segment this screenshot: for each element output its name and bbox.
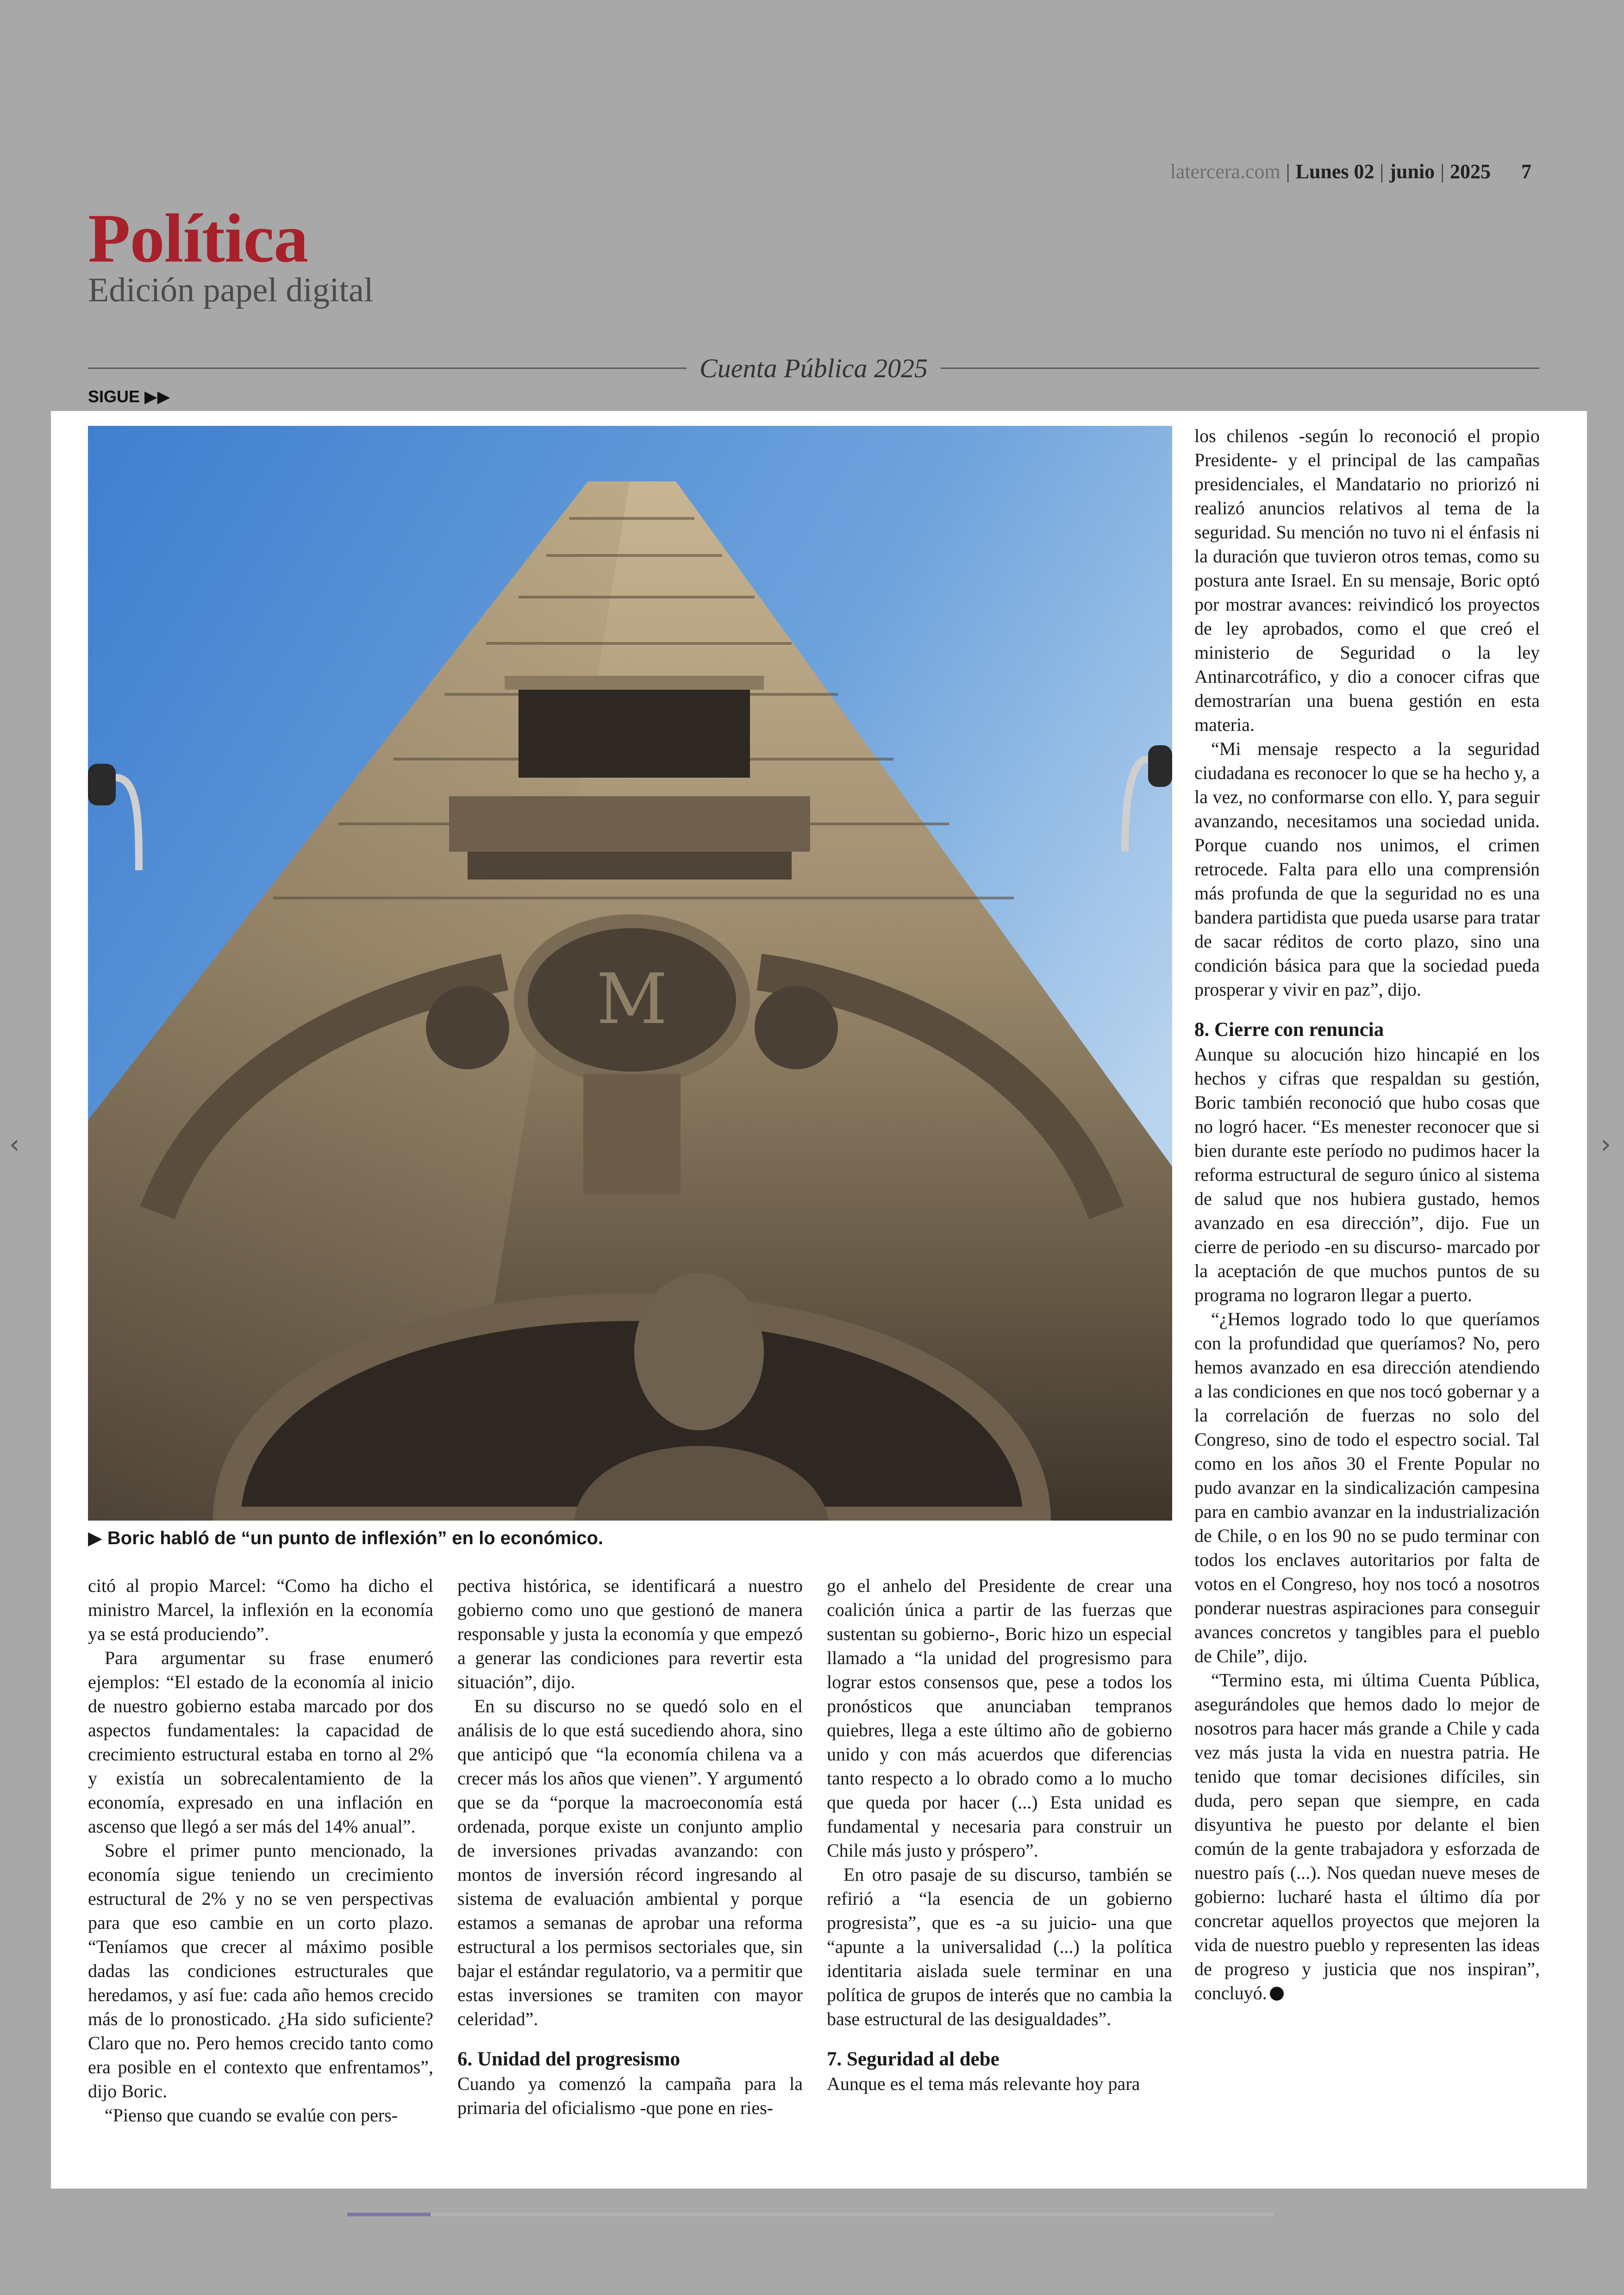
paragraph: “¿Hemos logrado todo lo que queríamos con la profundidad que queríamos? No, pero hemos avanzado en esa dirección atendiendo a las condiciones en que nos tocó gobernar y a la correlación de fuerzas no solo del Congreso, sino de todo el espectro social. Tal como en los años 30 el Frente Popular no pudo avanzar en la sindicalización campesina para en cambio avanzar en la industrialización de Chile, o en los 90 no se pudo terminar con todos los enclaves autoritarios por falta de votos en el Congreso, hoy nos tocó a nosotros ponderar nuestras aspiraciones para conseguir avances concretos y tangibles para el pueblo de Chile”, dijo. — [1194, 1309, 1540, 1666]
paragraph: “Pienso que cuando se evalúe con pers- — [105, 2105, 398, 2126]
subheading: 8. Cierre con renuncia — [1194, 1019, 1384, 1041]
page-scrollbar-thumb[interactable] — [347, 2213, 431, 2216]
building-illustration — [88, 426, 1172, 1521]
next-page-button[interactable]: › — [1600, 1129, 1611, 1160]
subheading: 6. Unidad del progresismo — [457, 2048, 681, 2070]
paragraph: los chilenos -según lo reconoció el propio Presidente- y el principal de las campañas presidenciales, el Mandatario no priorizó ni realizó anuncios relativos al tema de la seguridad. Su mención no tuvo ni el énfasis ni la duración que tuvieron otros temas, como su postura ante Israel. En su mensaje, Boric optó por mostrar avances: reivindicó los proyectos de ley aprobados, como el que creó el ministerio de Seguridad o la ley Antinarcotráfico, y dio a conocer cifras que demostrarían una buena gestión en esta materia. — [1194, 425, 1540, 735]
subheading: 7. Seguridad al debe — [827, 2048, 999, 2070]
paragraph: “Mi mensaje respecto a la seguridad ciudadana es reconocer lo que se ha hecho y, a la vez, no conformarse con ello. Y, para seguir avanzando, necesitamos una sociedad unida. Porque cuando nos unimos, el crimen retrocede. Falta para ello una comprensión más profunda de que la seguridad no es una bandera partidista que pueda usarse para tratar de sacar réditos de corto plazo, sino una condición básica para que la sociedad pueda prosperar y vivir en paz”, dijo. — [1194, 738, 1540, 1000]
section-subtitle: Edición papel digital — [88, 271, 374, 309]
article-column-2 — [457, 1574, 803, 2120]
edition-month: junio — [1389, 160, 1435, 183]
kicker-label: Cuenta Pública 2025 — [700, 353, 928, 383]
paragraph: Sobre el primer punto mencionado, la economía sigue teniendo un crecimiento estructural de 2% y no se ven perspectivas para que eso cambie en un corto plazo. “Teníamos que crecer al máximo posible dadas las condiciones estructurales que heredamos, y así fue: cada año hemos crecido más de lo pronosticado. ¿Ha sido suficiente? Claro que no. Pero hemos crecido tanto como era posible en el contexto que enfrentamos”, dijo Boric. — [88, 1840, 433, 2102]
article-column-4 — [1194, 424, 1540, 2005]
divider — [88, 368, 687, 369]
site-name[interactable]: latercera.com — [1170, 160, 1280, 183]
photo-caption: ▶ Boric habló de “un punto de inflexión” en lo económico. — [88, 1528, 604, 1548]
paragraph: Para argumentar su frase enumeró ejemplos: “El estado de la economía al inicio de nuestro gobierno estaba marcado por dos aspectos fundamentales: la capacidad de crecimiento estructural estaba en torno al 2% y existía un sobrecalentamiento de la economía, expresado en una inflación en ascenso que llegó a ser más del 14% anual”. — [88, 1647, 433, 1837]
article-column-3 — [827, 1574, 1172, 2096]
section-title: Política — [88, 200, 308, 277]
edition-line: latercera.com | Lunes 02 | junio | 2025 7 — [1170, 160, 1531, 183]
kicker-rule — [88, 353, 1539, 384]
article-column-1 — [88, 1574, 433, 2127]
edition-day: Lunes 02 — [1295, 160, 1374, 183]
end-mark-icon — [1270, 1987, 1284, 2001]
page-scrollbar-track[interactable] — [347, 2213, 1273, 2216]
paragraph: En otro pasaje de su discurso, también se refirió a “la esencia de un gobierno progresista”, que es -a su juicio- una que “apunte a la universalidad (...) la política identitaria aislada suele terminar en una política de grupos de interés que no cambia la base estructural de las desigualdades”. — [827, 1864, 1172, 2029]
paragraph — [1194, 1668, 1540, 2005]
paragraph: En su discurso no se quedó solo en el análisis de lo que está sucediendo ahora, sino que anticipó que “la economía chilena va a crecer más los años que vienen”. Y argumentó que se da “porque la macroeconomía está ordenada, porque existe un conjunto amplio de inversiones privadas avanzando: con montos de inversión récord ingresando al sistema de evaluación ambiental y porque estamos a semanas de aprobar una reforma estructural a los permisos sectoriales que, sin bajar el estándar regulatorio, va a permitir que estas inversiones se tramiten con mayor celeridad”. — [457, 1696, 803, 2029]
divider — [941, 368, 1539, 369]
paragraph: citó al propio Marcel: “Como ha dicho el ministro Marcel, la inflexión en la economía ya se está produciendo”. — [88, 1575, 433, 1644]
previous-page-button[interactable]: ‹ — [9, 1129, 20, 1160]
paragraph: go el anhelo del Presidente de crear una coalición única a partir de las fuerzas que sustentan su gobierno-, Boric hizo un especial llamado a “la unidad del progresismo para lograr estos consensos que, pese a todos los pronósticos que anunciaban tempranos quiebres, llega a este último año de gobierno unido y con más acuerdos que diferencias tanto respecto a lo obrado como a lo mucho que queda por hacer (...) Esta unidad es fundamental y necesaria para construir un Chile más justo y próspero”. — [827, 1575, 1172, 1861]
svg-text:M: M — [596, 959, 668, 1040]
continued-label: SIGUE ▶▶ — [88, 387, 170, 406]
article-photo — [88, 426, 1172, 1521]
paragraph: Aunque su alocución hizo hincapié en los hechos y cifras que respaldan su gestión, Boric también reconoció que hubo cosas que no logró hacer. “Es menester reconocer que si bien durante este período no pudimos hacer la reforma estructural de seguro único al sistema de salud que nos hubiera gustado, hemos avanzado en esa dirección”, dijo. Fue un cierre de periodo -en su discurso- marcado por la aceptación de que muchos puntos de su programa no lograron llegar a puerto. — [1194, 1044, 1540, 1305]
page-number: 7 — [1521, 160, 1531, 183]
paragraph: Cuando ya comenzó la campaña para la primaria del oficialismo -que pone en ries- — [457, 2073, 803, 2118]
paragraph: pectiva histórica, se identificará a nuestro gobierno como uno que gestionó de manera responsable y justa la economía y que empezó a generar las condiciones para revertir esta situación”, dijo. — [457, 1575, 803, 1692]
paragraph: Aunque es el tema más relevante hoy para — [827, 2073, 1140, 2094]
edition-year: 2025 — [1450, 160, 1491, 183]
closing-paragraph-text: “Termino esta, mi última Cuenta Pública, asegurándoles que hemos dado lo mejor de nosotros para hacer más grande a Chile y cada vez más justa la vida en nuestra patria. He tenido que tomar decisiones difíciles, sin duda, pero sepan que siempre, en cada disyuntiva he puesto por delante el bien común de la gente trabajadora y esforzada de nuestro país (...). Nos quedan nueve meses de gobierno: lucharé hasta el último día por concretar aquellos proyectos que mejoren la vida de nuestro pueblo y representen las ideas de progreso y justicia que nos inspiran”, concluyó. — [1194, 1670, 1540, 2003]
